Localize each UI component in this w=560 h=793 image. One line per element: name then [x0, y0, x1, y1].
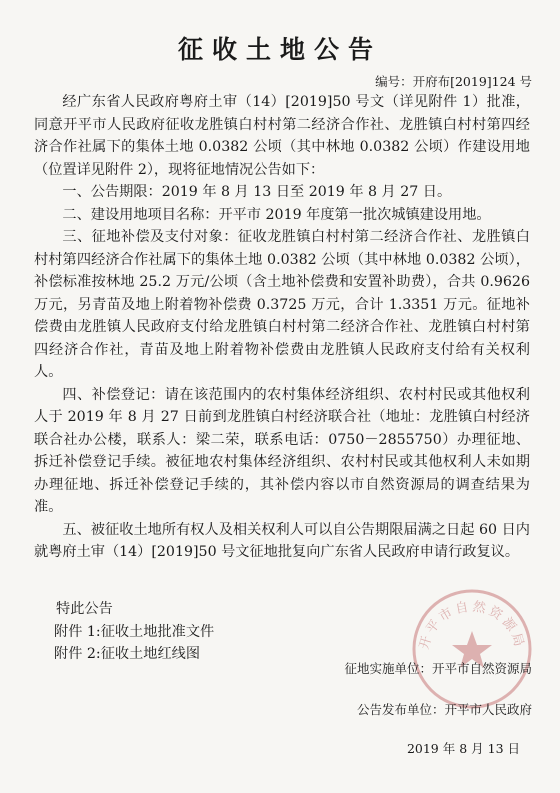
- document-number: 编号：开府布[2019]124 号: [375, 74, 532, 89]
- section-announcement-period: 一、公告期限：2019 年 8 月 13 日至 2019 年 8 月 27 日。: [62, 184, 452, 200]
- publisher-unit: 公告发布单位：开平市人民政府: [356, 702, 532, 717]
- seal-graphic: [408, 585, 536, 713]
- publish-date: 2019 年 8 月 13 日: [406, 741, 520, 756]
- section-appeal: 五、被征收土地所有权人及相关权利人可以自公告期限届满之日起 60 日内就粤府土审（14）[2019]50 号文征地批复向广东省人民政府申请行政复议。: [34, 521, 530, 560]
- attachment-1: 附件 1:征收土地批准文件: [54, 623, 215, 640]
- implementer-unit: 征地实施单位：开平市自然资源局: [344, 661, 532, 676]
- closing-block: [56, 598, 214, 666]
- official-seal: [408, 585, 536, 713]
- section-compensation: 三、征地补偿及支付对象：征收龙胜镇白村村第二经济合作社、龙胜镇白村村第四经济合作社属下的集体土地 0.0382 公顷（其中林地 0.0382 公顷），补偿标准按林地 25.2 万元/公顷（含土地补偿费和安置补助费），合共 0.9626 万元，另青苗及地上附着物补偿费 0.3725 万元，合计 1.3351 万元。征地补偿费由龙胜镇人民政府支付给龙胜镇白村村第二经济合作社、龙胜镇白村村第四经济合作社，青苗及地上附着物补偿费由龙胜镇人民政府支付给有关权利人。: [34, 229, 530, 380]
- attachment-2: 附件 2:征收土地红线图: [54, 646, 201, 662]
- section-registration: 四、补偿登记：请在该范围内的农村集体经济组织、农村村民或其他权利人于 2019 年 8 月 27 日前到龙胜镇白村经济联合社（地址：龙胜镇白村经济联合社办公楼，联系人：梁二荣，联系电话：0750－2855750）办理征地、拆迁补偿登记手续。被征地农村集体经济组织、农村村民或其他权利人未如期办理征地、拆迁补偿登记手续的，其补偿内容以市自然资源局的调查结果为准。: [34, 386, 530, 515]
- section-project-name: 二、建设用地项目名称：开平市 2019 年度第一批次城镇建设用地。: [62, 206, 491, 223]
- intro-paragraph: 经广东省人民政府粤府土审（14）[2019]50 号文（详见附件 1）批准，同意开平市人民政府征收龙胜镇白村村第二经济合作社、龙胜镇白村村第四经济合作社属下的集体土地 0.0382 公顷（其中林地 0.0382 公顷）作建设用地（位置详见附件 2），现将征地情况公告如下：: [34, 94, 530, 178]
- closing-statement: 特此公告: [56, 601, 113, 617]
- seal-text: 开平市自然资源局: [417, 599, 527, 652]
- notice-body: [34, 91, 530, 564]
- document-title: 征收土地公告: [177, 35, 382, 64]
